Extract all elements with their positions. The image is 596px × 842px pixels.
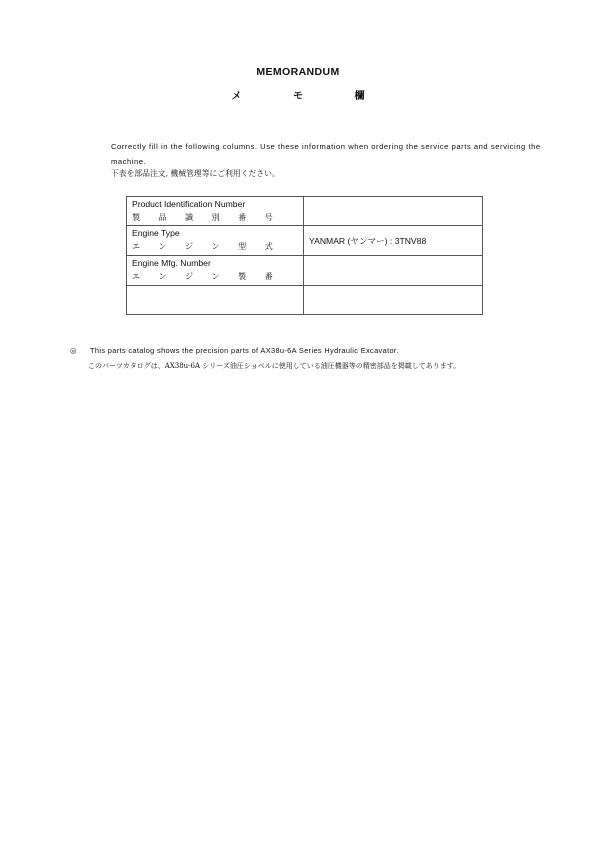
label-english: Product Identification Number <box>132 199 246 209</box>
table-row <box>127 256 483 286</box>
label-cell <box>127 197 304 226</box>
page-subtitle-japanese: メ モ 欄 <box>231 91 389 102</box>
table-row <box>127 226 483 256</box>
label-english: Engine Mfg. Number <box>132 258 211 268</box>
intro-text-japanese: 下表を部品注文, 機械管理等にご利用ください。 <box>111 169 280 178</box>
engine-type-value: YANMAR (ヤンマー) : 3TNV88 <box>304 226 483 256</box>
blank-cell[interactable] <box>127 286 304 315</box>
blank-cell[interactable] <box>304 286 483 315</box>
label-japanese: 製 品 識 別 番 号 <box>132 213 281 222</box>
table-row <box>127 286 483 315</box>
machine-info-table <box>126 196 483 315</box>
label-english: Engine Type <box>132 228 180 238</box>
intro-text: Correctly fill in the following columns. Use these information when ordering the service parts and servicing the machine. <box>111 142 541 166</box>
label-cell <box>127 256 304 286</box>
catalog-note-japanese: このパーツカタログは、AX38u-6A シリーズ油圧ショベルに使用している油圧機器等の精密部品を掲載してあります。 <box>88 362 461 370</box>
label-cell <box>127 226 304 256</box>
page-title: MEMORANDUM <box>256 66 340 78</box>
note-text: This parts catalog shows the precision parts of AX38u-6A Series Hydraulic Excavator. <box>90 346 399 355</box>
catalog-note <box>70 346 399 355</box>
table-row <box>127 197 483 226</box>
double-circle-icon: ◎ <box>70 346 77 355</box>
value-cell[interactable] <box>304 197 483 226</box>
label-japanese: エ ン ジ ン 製 番 <box>132 272 281 281</box>
label-japanese: エ ン ジ ン 型 式 <box>132 242 281 251</box>
value-cell[interactable] <box>304 256 483 286</box>
